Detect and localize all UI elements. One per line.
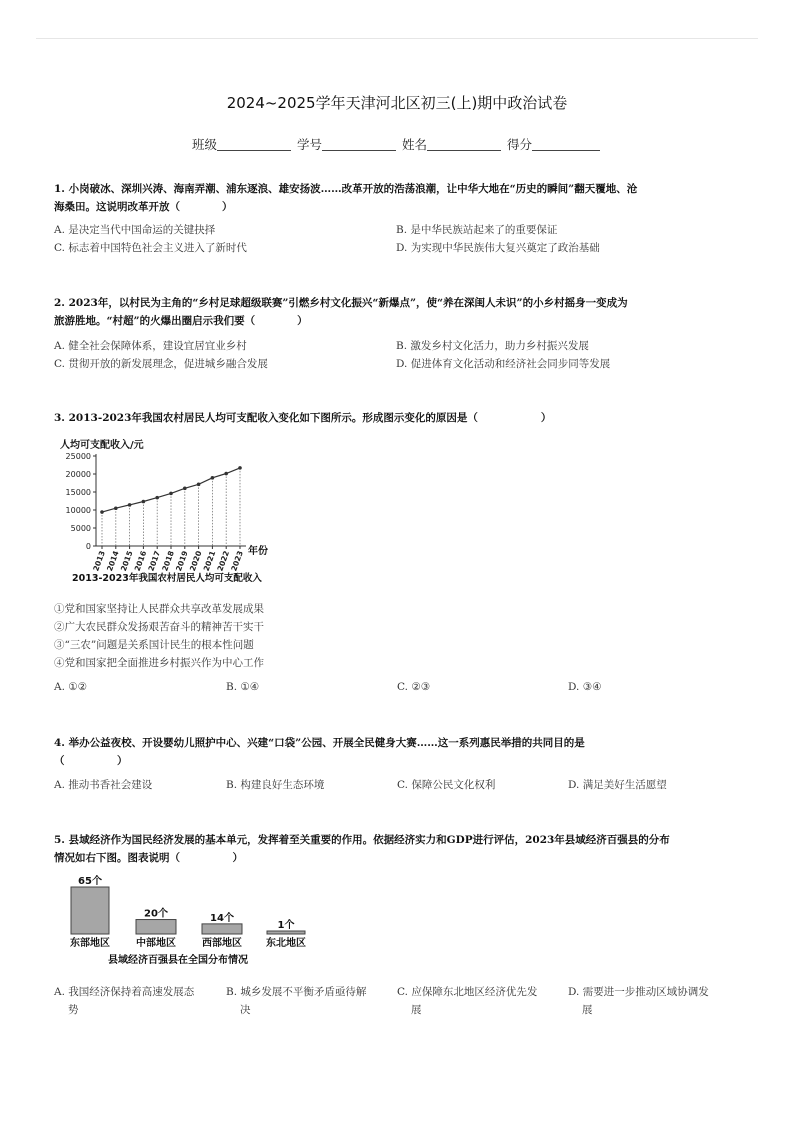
q5-option-a-line1[interactable]: A. 我国经济保持着高速发展态 <box>54 986 195 998</box>
y-tick-label: 15000 <box>65 488 91 497</box>
q5-option-b-line1[interactable]: B. 城乡发展不平衡矛盾亟待解 <box>226 986 367 998</box>
student-info-row <box>0 135 794 153</box>
x-tick-label: 2016 <box>132 549 149 573</box>
q5-option-d-line1[interactable]: D. 需要进一步推动区域协调发 <box>568 986 709 998</box>
y-tick-label: 20000 <box>65 470 91 479</box>
q5-option-d-line2: 展 <box>582 1004 593 1016</box>
data-point <box>128 503 132 507</box>
x-tick-label: 2014 <box>105 549 121 573</box>
x-tick-label: 2013 <box>91 549 107 573</box>
x-tick-label: 2018 <box>160 549 176 573</box>
data-point <box>238 466 242 470</box>
bar-value-label: 20个 <box>144 908 168 920</box>
q1-option-d[interactable]: D. 为实现中华民族伟大复兴奠定了政治基础 <box>396 242 600 254</box>
data-point <box>100 510 104 514</box>
q2-stem-line2: 旅游胜地。“村超”的火爆出圈启示我们要（ ） <box>54 315 308 327</box>
bar-value-label: 65个 <box>78 876 102 887</box>
name-blank[interactable] <box>427 138 501 151</box>
data-point <box>169 492 173 496</box>
q2-option-c[interactable]: C. 贯彻开放的新发展理念，促进城乡融合发展 <box>54 358 268 370</box>
bar <box>267 931 305 934</box>
x-tick-label: 2021 <box>201 549 218 573</box>
bar <box>71 887 109 934</box>
chart-title: 2013-2023年我国农村居民人均可支配收入 <box>72 573 262 584</box>
data-point <box>183 487 187 491</box>
student-number-label: 学号 <box>296 137 322 152</box>
data-point <box>114 506 118 510</box>
q2-stem-line1: 2. 2023年，以村民为主角的“乡村足球超级联赛”引燃乡村文化振兴“新爆点”，使“养在深闺人未识”的小乡村摇身一变成为 <box>54 297 628 309</box>
q3-option-b[interactable]: B. ①④ <box>226 681 260 693</box>
bar-value-label: 14个 <box>210 912 234 924</box>
y-tick-label: 5000 <box>70 524 91 533</box>
y-tick-label: 0 <box>85 542 91 551</box>
q4-option-d[interactable]: D. 满足美好生活愿望 <box>568 779 667 791</box>
q2-option-d[interactable]: D. 促进体育文化活动和经济社会同步同等发展 <box>396 358 611 370</box>
q3-option-a[interactable]: A. ①② <box>54 681 88 693</box>
x-tick-label: 2022 <box>215 549 232 573</box>
x-tick-label: 2015 <box>118 549 135 573</box>
top-divider <box>36 38 758 39</box>
student-number-blank[interactable] <box>322 138 396 151</box>
bar-category-label: 西部地区 <box>202 938 242 949</box>
bar <box>202 924 242 934</box>
q3-option-d[interactable]: D. ③④ <box>568 681 602 693</box>
name-label: 姓名 <box>401 137 427 152</box>
q4-option-c[interactable]: C. 保障公民文化权利 <box>397 779 496 791</box>
bar-chart-title: 县域经济百强县在全国分布情况 <box>108 955 248 966</box>
y-tick-label: 10000 <box>65 506 91 515</box>
county-distribution-bar-chart <box>54 872 334 972</box>
q3-statement-4: ④党和国家把全面推进乡村振兴作为中心工作 <box>54 657 264 669</box>
q4-stem-line1: 4. 举办公益夜校、开设婴幼儿照护中心、兴建“口袋”公园、开展全民健身大赛……这一系列惠民举措的共同目的是 <box>54 737 585 749</box>
bar-category-label: 东部地区 <box>70 938 110 949</box>
q1-option-a[interactable]: A. 是决定当代中国命运的关键抉择 <box>54 224 216 236</box>
q3-statement-3: ③“三农”问题是关系国计民生的根本性问题 <box>54 639 254 651</box>
q3-statement-2: ②广大农民群众发扬艰苦奋斗的精神苦干实干 <box>54 621 264 633</box>
bar-category-label: 东北地区 <box>266 938 306 949</box>
bar <box>136 920 176 934</box>
y-tick-label: 25000 <box>65 452 91 461</box>
q5-option-a-line2: 势 <box>68 1004 79 1016</box>
class-blank[interactable] <box>217 138 291 151</box>
data-point <box>155 496 159 500</box>
class-label: 班级 <box>191 137 217 152</box>
q3-statement-1: ①党和国家坚持让人民群众共享改革发展成果 <box>54 603 264 615</box>
data-point <box>142 500 146 504</box>
x-tick-label: 2020 <box>187 549 204 573</box>
q3-option-c[interactable]: C. ②③ <box>397 681 431 693</box>
q3-stem: 3. 2013-2023年我国农村居民人均可支配收入变化如下图所示。形成图示变化的原因是（ ） <box>54 412 552 424</box>
bar-category-label: 中部地区 <box>136 938 176 949</box>
q1-option-b[interactable]: B. 是中华民族站起来了的重要保证 <box>396 224 558 236</box>
chart-xlabel: 年份 <box>248 546 268 557</box>
bar-value-label: 1个 <box>277 920 295 931</box>
q1-option-c[interactable]: C. 标志着中国特色社会主义进入了新时代 <box>54 242 247 254</box>
score-label: 得分 <box>506 137 532 152</box>
score-blank[interactable] <box>532 138 600 151</box>
q4-option-b[interactable]: B. 构建良好生态环境 <box>226 779 325 791</box>
x-tick-label: 2023 <box>229 549 245 573</box>
exam-title: 2024~2025学年天津河北区初三(上)期中政治试卷 <box>226 94 568 112</box>
q4-option-a[interactable]: A. 推动书香社会建设 <box>54 779 153 791</box>
q1-stem-line1: 1. 小岗破冰、深圳兴涛、海南弄潮、浦东逐浪、雄安扬波……改革开放的浩荡浪潮，让中华大地在“历史的瞬间”翻天覆地、沧 <box>54 183 638 195</box>
x-tick-label: 2019 <box>174 549 190 573</box>
data-point <box>224 472 228 476</box>
q5-option-b-line2: 决 <box>240 1004 251 1016</box>
q2-option-a[interactable]: A. 健全社会保障体系，建设宜居宜业乡村 <box>54 340 247 352</box>
data-point <box>211 476 215 480</box>
q5-option-c-line1[interactable]: C. 应保障东北地区经济优先发 <box>397 986 538 998</box>
data-point <box>197 483 201 487</box>
q5-stem-line1: 5. 县域经济作为国民经济发展的基本单元，发挥着至关重要的作用。依据经济实力和GDP进行评估，2023年县域经济百强县的分布 <box>54 834 670 846</box>
q2-option-b[interactable]: B. 激发乡村文化活力，助力乡村振兴发展 <box>396 340 589 352</box>
income-line-chart <box>54 432 294 590</box>
q5-stem-line2: 情况如右下图。图表说明（ ） <box>54 852 243 864</box>
q4-stem-line2: （ ） <box>54 755 128 767</box>
q5-option-c-line2: 展 <box>411 1004 422 1016</box>
q1-stem-line2: 海桑田。这说明改革开放（ ） <box>54 201 233 213</box>
x-tick-label: 2017 <box>146 549 163 573</box>
chart-ylabel: 人均可支配收入/元 <box>60 440 144 451</box>
